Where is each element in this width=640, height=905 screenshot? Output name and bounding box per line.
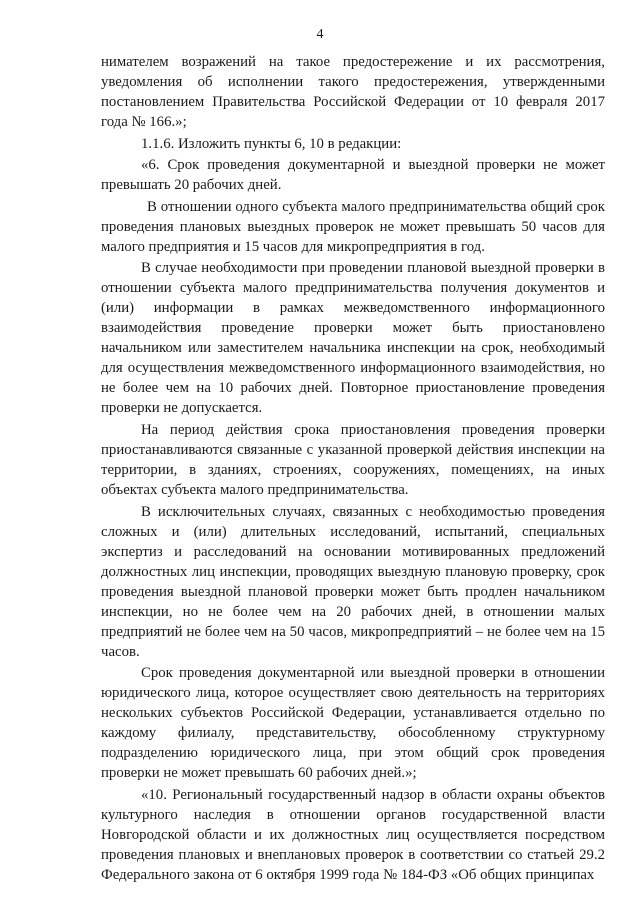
- paragraph-small-business-limit: В отношении одного субъекта малого предпринимательства общий срок проведения плановых выездных проверок не может превышать 50 часов для малого предприятия и 15 часов для микропредприятия в год.: [101, 198, 605, 255]
- document-body: [101, 52, 605, 886]
- paragraph-amendment-heading: 1.1.6. Изложить пункты 6, 10 в редакции:: [141, 135, 402, 152]
- page-number: 4: [316, 27, 324, 42]
- paragraph-suspension-period: На период действия срока приостановления проведения проверки приостанавливаются связанные с указанной проверкой действия инспекции на территории, в зданиях, строениях, сооружениях, помещениях, на иных объектах субъекта малого предпринимательства.: [101, 421, 605, 498]
- paragraph-multi-region: Срок проведения документарной или выездной проверки в отношении юридического лица, которое осуществляет свою деятельность на территориях нескольких субъектов Российской Федерации, устанавливается отдельно по каждому филиалу, представительству, обособленному структурному подразделению юридического лица, при этом общий срок проведения проверки не может превышать 60 рабочих дней.»;: [101, 665, 605, 782]
- paragraph-item-10: «10. Региональный государственный надзор в области охраны объектов культурного наследия в отношении органов государственной власти Новгородской области и их должностных лиц осуществляется посредством проведения плановых и внеплановых проверок в соответствии со статьей 29.2 Федерального закона от 6 октября 1999 года № 184-ФЗ «Об общих принципах: [101, 786, 605, 883]
- paragraph-extension: В исключительных случаях, связанных с необходимостью проведения сложных и (или) длительных исследований, испытаний, специальных экспертиз и расследований на основании мотивированных предложений должностных лиц инспекции, проводящих выездную плановую проверку, срок проведения выездной плановой проверки может быть продлен начальником инспекции, но не более чем на 20 рабочих дней, в отношении малых предприятий не более чем на 50 часов, микропредприятий – не более чем на 15 часов.: [101, 503, 605, 660]
- paragraph-item-6: «6. Срок проведения документарной и выездной проверки не может превышать 20 рабочих дней.: [101, 157, 605, 194]
- paragraph-continuation: нимателем возражений на такое предостережение и их рассмотрения, уведомления об исполнении такого предостережения, утвержденными постановлением Правительства Российской Федерации от 10 февраля 2017 года № 166.»;: [101, 54, 605, 130]
- paragraph-suspension: В случае необходимости при проведении плановой выездной проверки в отношении субъекта малого предпринимательства получения документов и (или) информации в рамках межведомственного информационного взаимодействия проведение проверки может быть приостановлено начальником или заместителем начальника инспекции на срок, необходимый для осуществления межведомственного информационного взаимодействия, но не более чем на 10 рабочих дней. Повторное приостановление проведения проверки не допускается.: [101, 260, 605, 417]
